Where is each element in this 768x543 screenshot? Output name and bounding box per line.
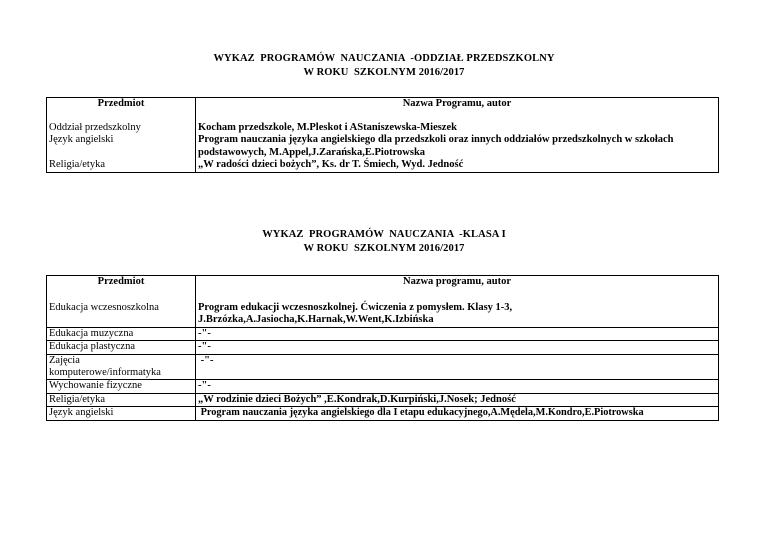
section2-row6-program: „W rodzinie dzieci Bożych” ,E.Kondrak,D.Kurpiński,J.Nosek; Jedność [196,393,719,406]
section2-row1-program: Program edukacji wczesnoszkolnej. Ćwiczenia z pomysłem. Klasy 1-3, J.Brzózka,A.Jasiocha,K.Harnak,W.Went,K.Izbińska [196,302,719,327]
section2-heading [0,228,768,256]
section1-title-line1: WYKAZ PROGRAMÓW NAUCZANIA -ODDZIAŁ PRZEDSZKOLNY [213,53,555,64]
section2-row4-program: -"- [196,354,719,380]
section2-row3-program: -"- [196,341,719,354]
section1-header-row [47,98,719,123]
section1-row3-program: „W radości dzieci bożych”, Ks. dr T. Śmiech, Wyd. Jedność [196,159,719,172]
table-row [47,380,719,393]
section1-heading [0,52,768,80]
section2-row7-program: Program nauczania języka angielskiego dla I etapu edukacyjnego,A.Mędela,M.Kondro,E.Piotrowska [196,407,719,420]
section1-row2-subject: Język angielski [47,134,196,159]
section2-row5-subject: Wychowanie fizyczne [47,380,196,393]
section1-row2-program: Program nauczania języka angielskiego dla przedszkoli oraz innych oddziałów przedszkolnych w szkołach podstawowych, M.Appel,J.Zarańska,E.Piotrowska [196,134,719,159]
table-row [47,302,719,327]
section1-row1-subject: Oddział przedszkolny [47,122,196,134]
table-row [47,122,719,134]
section2-row7-subject: Język angielski [47,407,196,420]
table-row [47,354,719,380]
section2-title-line2: W ROKU SZKOLNYM 2016/2017 [303,243,465,254]
section2-header-program: Nazwa programu, autor [196,276,719,303]
section2-header-subject: Przedmiot [47,276,196,303]
table-row [47,159,719,172]
section2-row2-program: -"- [196,327,719,340]
section2-row2-subject: Edukacja muzyczna [47,327,196,340]
section2-row5-program: -"- [196,380,719,393]
table-row [47,393,719,406]
table-row [47,327,719,340]
section2-row6-subject: Religia/etyka [47,393,196,406]
section1-header-subject: Przedmiot [47,98,196,123]
section1-row3-subject: Religia/etyka [47,159,196,172]
section2-row1-subject: Edukacja wczesnoszkolna [47,302,196,327]
section1-table [46,97,719,173]
section1-title-line2: W ROKU SZKOLNYM 2016/2017 [303,67,465,78]
section1-header-program: Nazwa Programu, autor [196,98,719,123]
table-row [47,341,719,354]
section2-row3-subject: Edukacja plastyczna [47,341,196,354]
section2-table [46,275,719,421]
table-row [47,134,719,159]
table-row [47,407,719,420]
section1-row1-program: Kocham przedszkole, M.Pleskot i AStaniszewska-Mieszek [196,122,719,134]
section2-title-line1: WYKAZ PROGRAMÓW NAUCZANIA -KLASA I [262,229,506,240]
section2-row4-subject: Zajęcia komputerowe/informatyka [47,354,196,380]
section2-header-row [47,276,719,303]
